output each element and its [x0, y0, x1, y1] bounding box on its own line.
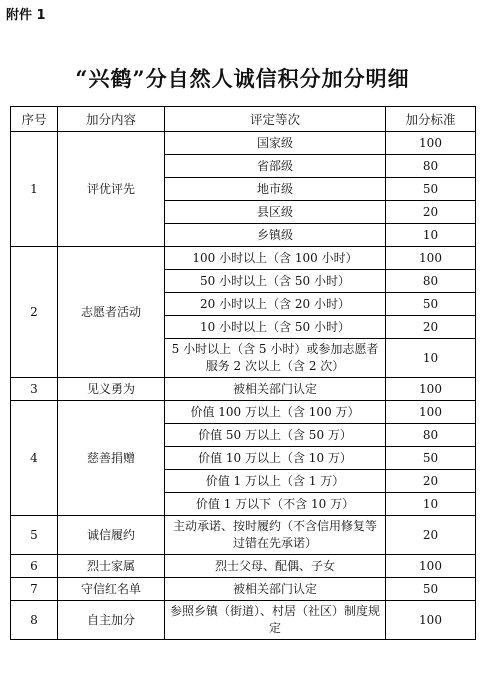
- cell-score: 10: [386, 224, 476, 247]
- cell-no: 5: [11, 516, 58, 555]
- cell-level: 20 小时以上（含 20 小时）: [165, 293, 386, 316]
- table-row: [11, 601, 476, 640]
- cell-level: 主动承诺、按时履约（不含信用修复等过错在先承诺）: [165, 516, 386, 555]
- cell-level: 省部级: [165, 155, 386, 178]
- cell-score: 100: [386, 132, 476, 155]
- cell-level: 乡镇级: [165, 224, 386, 247]
- header-level: 评定等次: [165, 107, 386, 132]
- cell-content: 烈士家属: [58, 555, 165, 578]
- cell-content: 自主加分: [58, 601, 165, 640]
- table-row: [11, 378, 476, 401]
- cell-score: 100: [386, 601, 476, 640]
- cell-score: 80: [386, 270, 476, 293]
- table-body: [11, 132, 476, 640]
- table-row: [11, 132, 476, 155]
- cell-no: 8: [11, 601, 58, 640]
- table-row: [11, 516, 476, 555]
- cell-level: 50 小时以上（含 50 小时）: [165, 270, 386, 293]
- table-header-row: [11, 107, 476, 132]
- cell-score: 100: [386, 247, 476, 270]
- table-row: [11, 578, 476, 601]
- header-score: 加分标准: [386, 107, 476, 132]
- cell-no: 6: [11, 555, 58, 578]
- table-row: [11, 247, 476, 270]
- cell-level: 地市级: [165, 178, 386, 201]
- cell-level: 被相关部门认定: [165, 578, 386, 601]
- cell-score: 100: [386, 401, 476, 424]
- cell-level: 被相关部门认定: [165, 378, 386, 401]
- cell-score: 50: [386, 578, 476, 601]
- header-content: 加分内容: [58, 107, 165, 132]
- cell-score: 20: [386, 516, 476, 555]
- cell-score: 100: [386, 555, 476, 578]
- cell-level: 10 小时以上（含 50 小时）: [165, 316, 386, 339]
- attachment-label: 附件 1: [6, 8, 46, 23]
- cell-no: 2: [11, 247, 58, 378]
- cell-content: 见义勇为: [58, 378, 165, 401]
- cell-score: 50: [386, 293, 476, 316]
- cell-level: 5 小时以上（含 5 小时）或参加志愿者服务 2 次以上（含 2 次）: [165, 339, 386, 378]
- cell-content: 诚信履约: [58, 516, 165, 555]
- cell-level: 参照乡镇（街道）、村居（社区）制度规定: [165, 601, 386, 640]
- cell-score: 80: [386, 424, 476, 447]
- cell-content: 慈善捐赠: [58, 401, 165, 516]
- cell-level: 国家级: [165, 132, 386, 155]
- table-row: [11, 555, 476, 578]
- cell-content: 评优评先: [58, 132, 165, 247]
- cell-no: 3: [11, 378, 58, 401]
- page-title: “兴鹤”分自然人诚信积分加分明细: [75, 66, 410, 91]
- cell-score: 100: [386, 378, 476, 401]
- cell-level: 价值 1 万以上（含 1 万）: [165, 470, 386, 493]
- cell-content: 志愿者活动: [58, 247, 165, 378]
- cell-score: 80: [386, 155, 476, 178]
- cell-score: 20: [386, 201, 476, 224]
- cell-level: 价值 10 万以上（含 10 万）: [165, 447, 386, 470]
- cell-no: 1: [11, 132, 58, 247]
- table-row: [11, 401, 476, 424]
- cell-no: 7: [11, 578, 58, 601]
- cell-level: 价值 100 万以上（含 100 万）: [165, 401, 386, 424]
- cell-level: 100 小时以上（含 100 小时）: [165, 247, 386, 270]
- cell-level: 县区级: [165, 201, 386, 224]
- header-no: 序号: [11, 107, 58, 132]
- cell-score: 10: [386, 493, 476, 516]
- points-table: [10, 106, 476, 640]
- cell-score: 20: [386, 470, 476, 493]
- cell-level: 烈士父母、配偶、子女: [165, 555, 386, 578]
- cell-score: 20: [386, 316, 476, 339]
- cell-no: 4: [11, 401, 58, 516]
- cell-score: 50: [386, 178, 476, 201]
- cell-level: 价值 50 万以上（含 50 万）: [165, 424, 386, 447]
- cell-level: 价值 1 万以下（不含 10 万）: [165, 493, 386, 516]
- cell-content: 守信红名单: [58, 578, 165, 601]
- cell-score: 10: [386, 339, 476, 378]
- cell-score: 50: [386, 447, 476, 470]
